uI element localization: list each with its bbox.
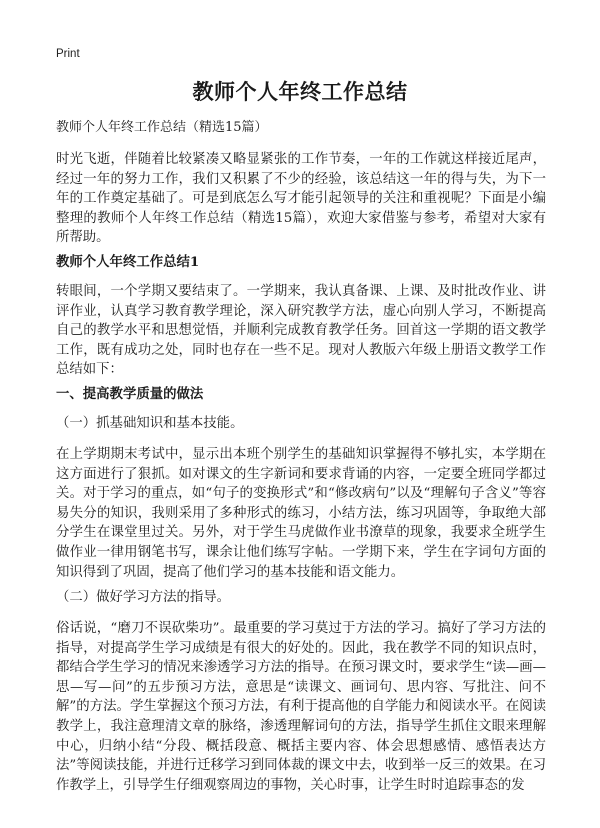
- print-link[interactable]: Print: [56, 48, 80, 60]
- intro-paragraph: 时光飞逝，伴随着比较紧凑又略显紧张的工作节奏，一年的工作就这样接近尾声，经过一年的努力工作，我们又积累了不少的经验，该总结这一年的得与失，为下一年的工作奠定基础了。可是到底怎么写才能引起领导的关注和重视呢？下面是小编整理的教师个人年终工作总结（精选15篇），欢迎大家借鉴与参考，希望对大家有所帮助。: [56, 152, 546, 246]
- point-heading-1: （一）抓基础知识和基本技能。: [56, 416, 244, 431]
- subsection-heading: 一、提高教学质量的做法: [56, 386, 204, 402]
- point-2-paragraph: 俗话说，“磨刀不误砍柴功”。最重要的学习莫过于方法的学习。搞好了学习方法的指导，对提高学生学习成绩是有很大的好处的。因此，我在教学不同的知识点时，都结合学生学习的情况来渗透学习方法的指导。在预习课文时，要求学生“读—画—思—写—问”的五步预习方法，意思是“读课文、画词句、思内容、写批注、问不解”的方法。学生掌握这个预习方法，有利于提高他的自学能力和阅读水平。在阅读教学上，我注意理清文章的脉络，渗透理解词句的方法，指导学生抓住文眼来理解中心，归纳小结“分段、概括段意、概括主要内容、体会思想感情、感悟表达方法”等阅读技能，并进行迁移学习到同体裁的课文中去，收到举一反三的效果。在习作教学上，引导学生仔细观察周边的事物，关心时事，让学生时时追踪事态的发: [56, 621, 546, 793]
- section-1-paragraph: 转眼间，一个学期又要结束了。一学期来，我认真备课、上课、及时批改作业、讲评作业，认真学习教育教学理论，深入研究教学方法，虚心向别人学习，不断提高自己的教学水平和思想觉悟，并顺利完成教育教学任务。回首这一学期的语文教学工作，既有成功之处，同时也存在一些不足。现对人教版六年级上册语文教学工作总结如下：: [56, 284, 546, 378]
- page-title: 教师个人年终工作总结: [192, 79, 408, 104]
- document-subtitle: 教师个人年终工作总结（精选15篇）: [56, 120, 268, 135]
- point-heading-2: （二）做好学习方法的指导。: [56, 590, 231, 605]
- section-heading-1: 教师个人年终工作总结1: [56, 254, 200, 270]
- point-1-paragraph: 在上学期期末考试中，显示出本班个别学生的基础知识掌握得不够扎实，本学期在这方面进行了狠抓。如对课文的生字新词和要求背诵的内容，一定要全班同学都过关。对于学习的重点，如“句子的变换形式”和“修改病句”以及“理解句子含义”等容易失分的知识，我则采用了多种形式的练习，小结方法，练习巩固等，争取绝大部分学生在课堂里过关。另外，对于学生马虎做作业书潦草的现象，我要求全班学生做作业一律用钢笔书写，课余让他们练写字帖。一学期下来，学生在字词句方面的知识得到了巩固，提高了他们学习的基本技能和语文能力。: [56, 447, 546, 580]
